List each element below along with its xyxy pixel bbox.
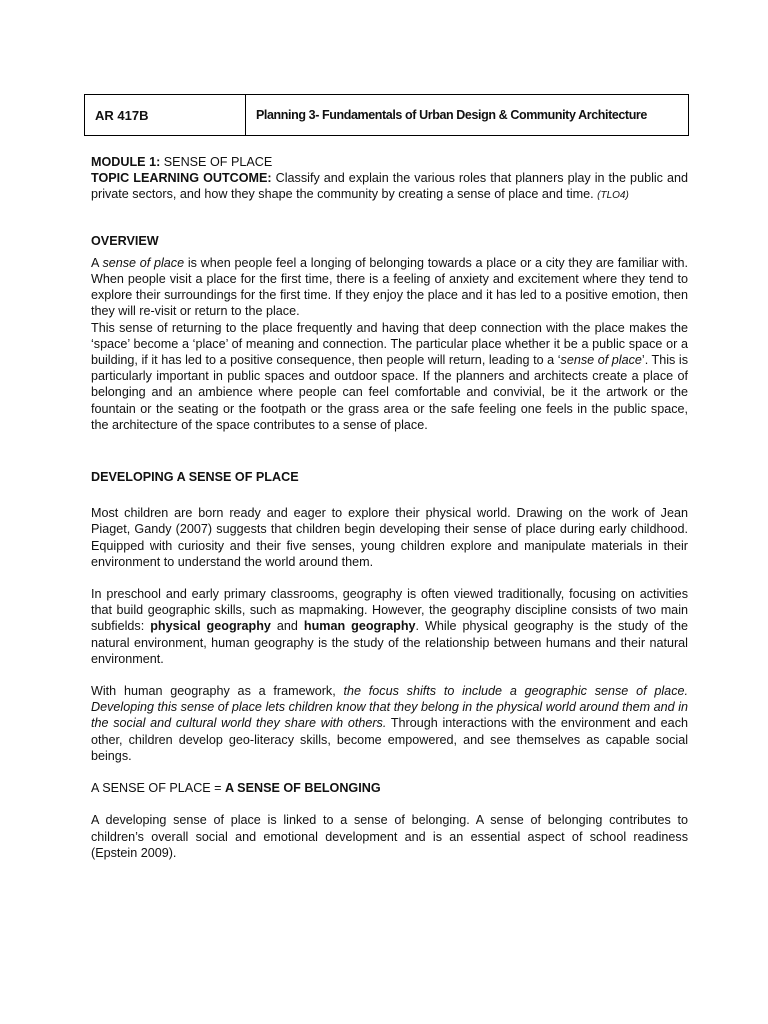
developing-p2-end: . While physical geography is the study of the natural environment, human geography is the study of the relationship between humans and their natural environment. [91, 619, 689, 666]
physical-geography-term: physical geography [150, 619, 271, 634]
overview-p1-em: sense of place [102, 255, 185, 270]
module-label: MODULE 1: [91, 155, 161, 169]
document-body [91, 154, 688, 861]
course-title: Planning 3- Fundamentals of Urban Design & Community Architecture [246, 95, 689, 136]
overview-paragraph-2 [91, 320, 688, 433]
belonging-heading [91, 780, 688, 796]
developing-p2-mid: and [270, 619, 304, 634]
overview-p1-end: is when people feel a longing of belonging towards a place or a city they are familiar with. When people visit a place for the first time, there is a feeling of anxiety and excitement where they tend to explore their surroundings for the first time. If they enjoy the place and it has led to a positive emotion, then they will re-visit or return to the place. [91, 255, 688, 319]
tlo-text: Classify and explain the various roles that planners play in the public and private sectors, and how they shape the community by creating a sense of place and time. [91, 171, 689, 202]
tlo-label: TOPIC LEARNING OUTCOME: [91, 171, 272, 186]
developing-p3-start: With human geography as a framework, [91, 684, 344, 699]
overview-p1-start: A [91, 255, 103, 270]
belonging-heading-bold: A SENSE OF BELONGING [225, 781, 381, 796]
developing-heading: DEVELOPING A SENSE OF PLACE [91, 470, 299, 485]
human-geography-term: human geography [303, 619, 416, 634]
developing-paragraph-1: Most children are born ready and eager to explore their physical world. Drawing on the work of Jean Piaget, Gandy (2007) suggests that children begin developing their sense of place during early childhood. Equipped with curiosity and their five senses, young children explore and manipulate materials in their environment to understand the world around them. [91, 506, 688, 569]
developing-paragraph-3 [91, 683, 688, 764]
module-line [91, 154, 688, 170]
course-header-table [84, 94, 689, 136]
tlo-code: (TLO4) [597, 190, 629, 202]
tlo-paragraph [91, 170, 688, 204]
overview-p2-em: sense of place [560, 353, 642, 368]
developing-paragraph-2 [91, 586, 688, 667]
overview-heading: OVERVIEW [91, 233, 159, 248]
belonging-paragraph-1: A developing sense of place is linked to a sense of belonging. A sense of belonging contributes to children’s overall social and emotional development and is an essential aspect of school readiness (Epstein 2009). [91, 813, 688, 860]
course-code: AR 417B [85, 95, 246, 136]
module-title: SENSE OF PLACE [160, 155, 273, 169]
belonging-heading-plain: A SENSE OF PLACE = [91, 781, 226, 796]
developing-p2-start: In preschool and early primary classrooms, geography is often viewed traditionally, focusing on activities that build geographic skills, such as mapmaking. However, the geography discipline consists of two main subfields: [91, 587, 688, 634]
overview-p2-start: This sense of returning to the place frequently and having that deep connection with the place makes the ‘space’ become a ‘place’ of meaning and connection. The particular place whether it be a public space or a building, if it has led to a positive consequence, then people will return, leading to a ‘ [91, 320, 688, 368]
developing-p3-em: the focus shifts to include a geographic sense of place. Developing this sense of place lets children know that they belong in the physical world around them and in the social and cultural world they share with others. [91, 684, 688, 731]
developing-p3-end: Through interactions with the environment and each other, children develop geo-literacy skills, become empowered, and see themselves as capable social beings. [91, 716, 688, 763]
overview-p2-end: ’. This is particularly important in public spaces and outdoor space. If the planners and architects create a place of belonging and an ambience where people can feel comfortable and convivial, be it the artwork or the fountain or the seating or the footpath or the grass area or the safe feeling one feels in the public space, the architecture of the space contributes to a sense of place. [91, 353, 688, 432]
overview-paragraph-1 [91, 255, 688, 320]
